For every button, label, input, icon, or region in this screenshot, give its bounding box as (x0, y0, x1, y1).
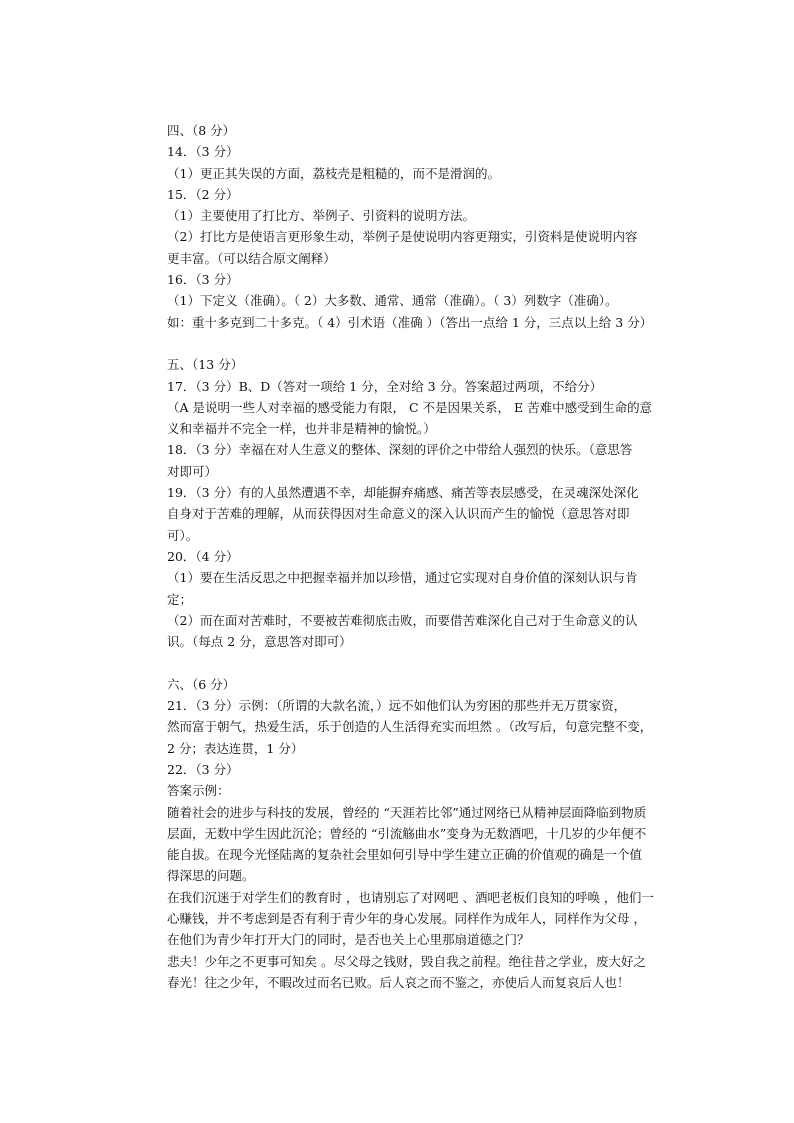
answer-line: （1）主要使用了打比方、举例子、引资料的说明方法。 (167, 208, 475, 224)
question-16-heading: 16．（3 分） (167, 272, 239, 288)
answer-example-label: 答案示例： (167, 783, 230, 799)
blank-line (167, 652, 687, 673)
answer-line: （2）打比方是使语言更形象生动，举例子是使说明内容更翔实，引资料是使说明内容 (167, 229, 638, 245)
section-6-heading: 六、（6 分） (167, 676, 236, 692)
answer-line: 春光！往之少年，不暇改过而名已败。后人哀之而不鉴之，亦使后人而复哀后人也！ (167, 974, 630, 990)
answer-line: 自身对于苦难的理解，从而获得因对生命意义的深入认识而产生的愉悦（意思答对即 (167, 506, 630, 522)
question-19-heading: 19．（3 分）有的人虽然遭遇不幸，却能摒弃痛感、痛苦等表层感受，在灵魂深处深化 (167, 485, 639, 501)
answer-line: 可）。 (167, 527, 199, 543)
question-18-heading: 18．（3 分）幸福在对人生意义的整体、深刻的评价之中带给人强烈的快乐。（意思答 (167, 442, 633, 458)
section-5-heading: 五、（13 分） (167, 357, 244, 373)
answer-line: 在我们沉迷于对学生们的教育时 ，也请别忘了对网吧 、酒吧老板们良知的呼唤 ，他们一 (167, 889, 654, 905)
section-4-heading: 四、（8 分） (167, 123, 236, 138)
answer-line: 定； (167, 591, 193, 607)
answer-line: 义和幸福并不完全一样，也并非是精神的愉悦。） (167, 421, 436, 437)
answer-line: 心赚钱，并不考虑到是否有利于青少年的身心发展。同样作为成年人，同样作为父母 ， (167, 910, 646, 926)
answer-line: 得深思的问题。 (167, 868, 255, 884)
answer-line: 对即可） (167, 463, 218, 479)
question-22-heading: 22．（3 分） (167, 761, 239, 777)
answer-line: （1）要在生活反思之中把握幸福并加以珍惜，通过它实现对自身价值的深刻认识与肯 (167, 570, 638, 586)
question-14-heading: 14．（3 分） (167, 144, 239, 160)
answer-line: （1）下定义（准确）。（ 2）大多数、通常、通常（准确）。（ 3）列数字（准确）。 (167, 293, 618, 309)
question-15-heading: 15．（2 分） (167, 186, 239, 202)
answer-line: （A 是说明一些人对幸福的感受能力有限， C 不是因果关系， E 苦难中感受到生命的意 (167, 399, 653, 415)
answer-line: 2 分；表达连贯，1 分） (167, 740, 304, 756)
answer-line: 能自拔。在现今光怪陆离的复杂社会里如何引导中学生建立正确的价值观的确是一个值 (167, 847, 643, 863)
answer-line: 在他们为青少年打开大门的同时，是否也关上心里那扇道德之门？ (167, 932, 530, 948)
answer-line: （1）更正其失误的方面，荔枝壳是粗糙的，而不是滑润的。 (167, 165, 500, 181)
answer-line: 如：重十多克到二十多克。（ 4）引术语（准确 ）（答出一点给 1 分，三点以上给 3 分） (167, 314, 653, 330)
question-20-heading: 20．（4 分） (167, 548, 239, 564)
answer-line: 识。（每点 2 分，意思答对即可） (167, 634, 352, 650)
answer-line: （2）而在面对苦难时，不要被苦难彻底击败，而要借苦难深化自己对于生命意义的认 (167, 612, 638, 628)
answer-document (167, 120, 687, 993)
blank-line (167, 333, 687, 354)
question-21-heading: 21．（3 分）示例：（所谓的大款名流，）远不如他们认为穷困的那些并无万贯家资， (167, 698, 627, 714)
answer-line: 随着社会的进步与科技的发展，曾经的 “天涯若比邻”通过网络已从精神层面降临到物质 (167, 804, 647, 820)
answer-line: 更丰富。（可以结合原文阐释） (167, 250, 336, 266)
answer-line: 层面，无数中学生因此沉沦；曾经的 “引流觞曲水”变身为无数酒吧，十几岁的少年便不 (167, 825, 647, 841)
question-17-heading: 17．（3 分）B、D（答对一项给 1 分，全对给 3 分。答案超过两项，不给分） (167, 378, 603, 394)
answer-line: 然而富于朝气，热爱生活，乐于创造的人生活得充实而坦然 。（改写后，句意完整不变， (167, 719, 653, 735)
answer-line: 悲夫！少年之不更事可知矣 。尽父母之钱财，毁自我之前程。绝往昔之学业，废大好之 (167, 953, 646, 969)
